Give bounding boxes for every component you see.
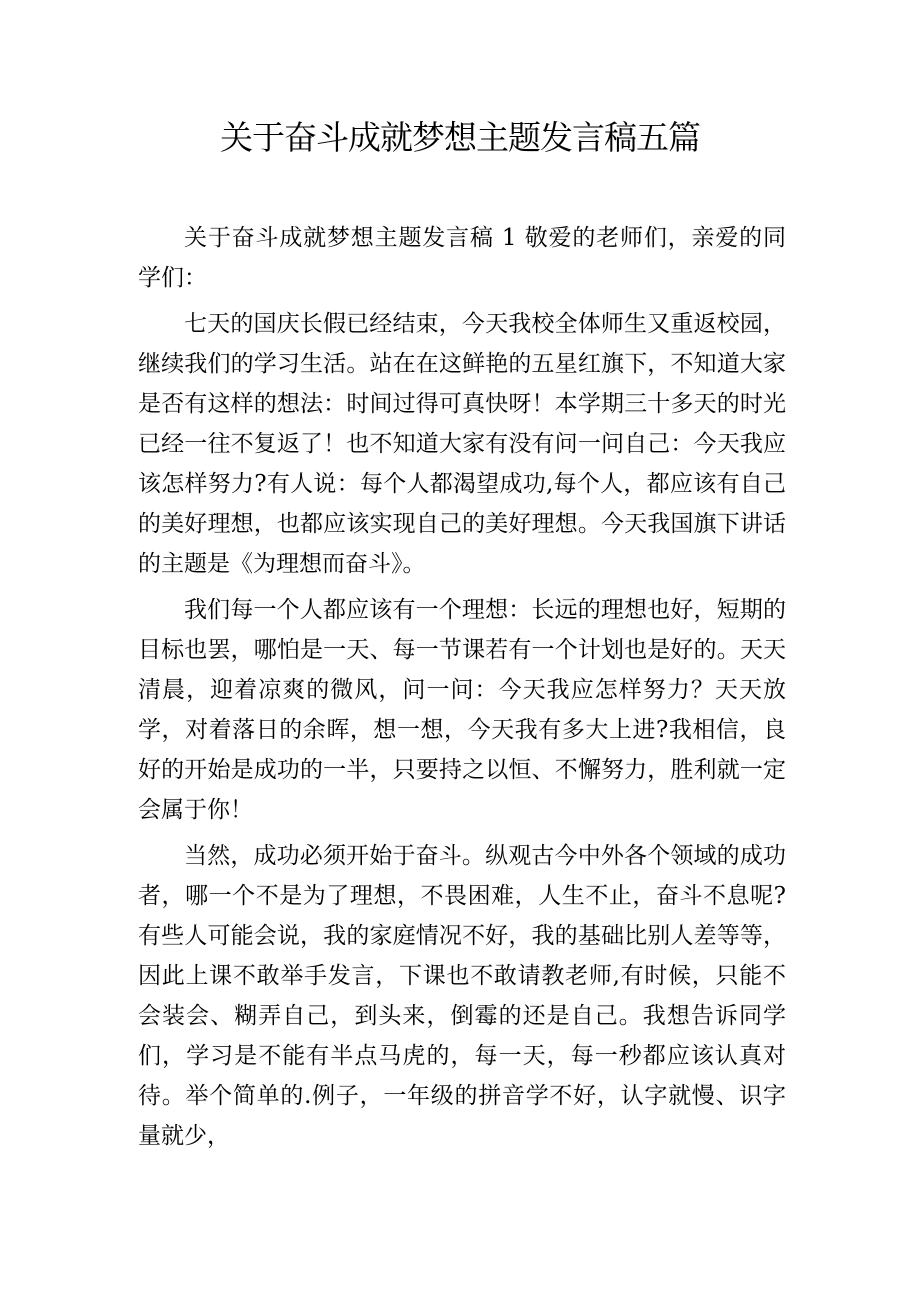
paragraph-3: 我们每一个人都应该有一个理想：长远的理想也好，短期的目标也罢，哪怕是一天、每一节课若有一个计划也是好的。天天清晨，迎着凉爽的微风，问一问：今天我应怎样努力？天天放学，对着落日的余晖，想一想，今天我有多大上进?我相信，良好的开始是成功的一半，只要持之以恒、不懈努力，胜利就一定会属于你！ <box>138 597 786 823</box>
document-body <box>138 218 786 1162</box>
paragraph-1: 关于奋斗成就梦想主题发言稿 1 敬爱的老师们，亲爱的同学们： <box>138 225 786 291</box>
paragraph-4: 当然，成功必须开始于奋斗。纵观古今中外各个领域的成功者，哪一个不是为了理想，不畏困难，人生不止，奋斗不息呢?有些人可能会说，我的家庭情况不好，我的基础比别人差等等，因此上课不敢举手发言，下课也不敢请教老师,有时候，只能不会装会、糊弄自己，到头来，倒霉的还是自己。我想告诉同学们，学习是不能有半点马虎的，每一天，每一秒都应该认真对待。举个简单的.例子，一年级的拼音学不好，认字就慢、识字量就少， <box>138 843 786 1149</box>
paragraph-2: 七天的国庆长假已经结束，今天我校全体师生又重返校园，继续我们的学习生活。站在在这鲜艳的五星红旗下，不知道大家是否有这样的想法：时间过得可真快呀！本学期三十多天的时光已经一往不复返了！也不知道大家有没有问一问自己：今天我应该怎样努力?有人说：每个人都渴望成功,每个人，都应该有自己的美好理想，也都应该实现自己的美好理想。今天我国旗下讲话的主题是《为理想而奋斗》。 <box>138 311 786 577</box>
document-title: 关于奋斗成就梦想主题发言稿五篇 <box>220 118 700 157</box>
